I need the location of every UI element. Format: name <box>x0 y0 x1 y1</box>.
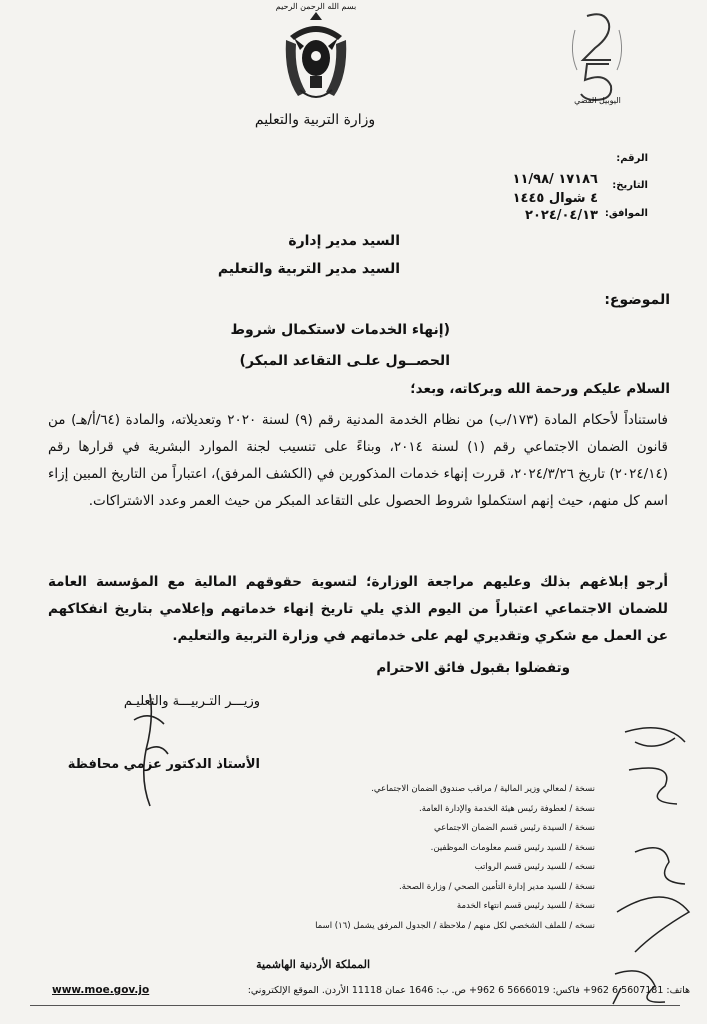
cc-line: نسخة / لعطوفة رئيس هيئة الخدمة والإدارة العامة. <box>419 803 595 814</box>
addressee-line-1: السيد مدير إدارة <box>288 233 400 249</box>
body-paragraph-1: فاستناداً لأحكام المادة (١٧٣/ب) من نظام الخدمة المدنية رقم (٩) لسنة ٢٠٢٠ وتعديلاته، والمادة (٦٤/أ/هـ) من قانون الضمان الاجتماعي رقم (١) لسنة ٢٠١٤، وبناءً على تنسيب لجنة الموارد البشرية في قرارها رقم (٢٠٢٤/١٤) تاريخ ٢٠٢٤/٣/٢٦، قررت إنهاء خدمات المذكورين في (الكشف المرفق)، اعتباراً من التاريخ المبين إزاء اسم كل منهم، حيث إنهم استكملوا شروط الحصول على التقاعد المبكر من حيث العمر وعدد الاشتراكات. <box>48 412 668 509</box>
corresponding-label: الموافق: <box>604 208 648 219</box>
cc-list <box>155 780 595 936</box>
silver-jubilee-logo-icon <box>565 6 630 124</box>
margin-initials-icon <box>605 712 700 1012</box>
date-value: ١٧١٨٦ /١١/٩٨ <box>512 172 598 187</box>
subject-line-1: (إنهاء الخدمات لاستكمال شروط <box>230 322 450 338</box>
date-label: التاريخ: <box>612 180 648 191</box>
footer-country: المملكة الأردنية الهاشمية <box>256 958 370 971</box>
signatory-title: وزيـــر التـربيـــة والتعليـم <box>123 694 260 709</box>
body-paragraph-2: أرجو إبلاغهم بذلك وعليهم مراجعة الوزارة؛ لتسوية حقوقهم المالية مع المؤسسة العامة للضمان الاجتماعي اعتباراً من اليوم الذي يلي تاريخ إنهاء خدماتهم وإعلامي بتاريخ انفكاكهم عن العمل مع شكري وتقديري لهم على خدماتهم في وزارة التربية والتعليم. <box>48 574 668 644</box>
footer-website[interactable]: www.moe.gov.jo <box>52 984 150 996</box>
greeting: السلام عليكم ورحمة الله وبركاته، وبعد؛ <box>410 381 670 397</box>
cc-line: نسخه / للملف الشخصي لكل منهم / ملاحظة / الجدول المرفق يشمل (١٦) اسما <box>315 920 595 931</box>
footer-rule <box>30 1005 680 1006</box>
signatory-name: الأستاذ الدكتور عزمي محافظة <box>67 757 260 772</box>
addressee-line-2: السيد مدير التربية والتعليم <box>217 261 400 277</box>
gregorian-date: ٢٠٢٤/٠٤/١٣ <box>525 208 598 223</box>
basmala: بسم الله الرحمن الرحيم <box>275 2 357 11</box>
hijri-date: ٤ شوال ١٤٤٥ <box>512 191 598 206</box>
footer-contact: هاتف: 5607181 6 962+ فاكس: 5666019 6 962+ ص. ب: 1646 عمان 11118 الأردن. الموقع الإلكتروني: <box>247 985 690 996</box>
cc-line: نسخة / للسيد رئيس قسم انتهاء الخدمة <box>456 901 595 911</box>
cc-line: نسخة / لمعالي وزير المالية / مراقب صندوق الضمان الاجتماعي. <box>371 784 595 794</box>
cc-line: نسخة / للسيد رئيس قسم معلومات الموظفين. <box>430 842 595 853</box>
subject-label: الموضوع: <box>604 292 670 308</box>
ref-label: الرقم: <box>616 153 648 164</box>
cc-line: نسخه / للسيد رئيس قسم الرواتب <box>474 862 595 872</box>
logo-caption: اليوبيل الفضي <box>574 96 621 105</box>
subject-line-2: الحصــول علـى التقاعد المبكر) <box>239 353 450 369</box>
cc-line: نسخة / السيدة رئيس قسم الضمان الاجتماعي <box>433 823 595 833</box>
ministry-name: وزارة التربية والتعليم <box>254 112 376 128</box>
cc-line: نسخة / للسيد مدير إدارة التأمين الصحي / وزارة الصحة. <box>399 881 595 892</box>
jordan-coat-of-arms-icon <box>276 6 356 106</box>
closing-line: وتفضلوا بقبول فائق الاحترام <box>376 660 570 676</box>
